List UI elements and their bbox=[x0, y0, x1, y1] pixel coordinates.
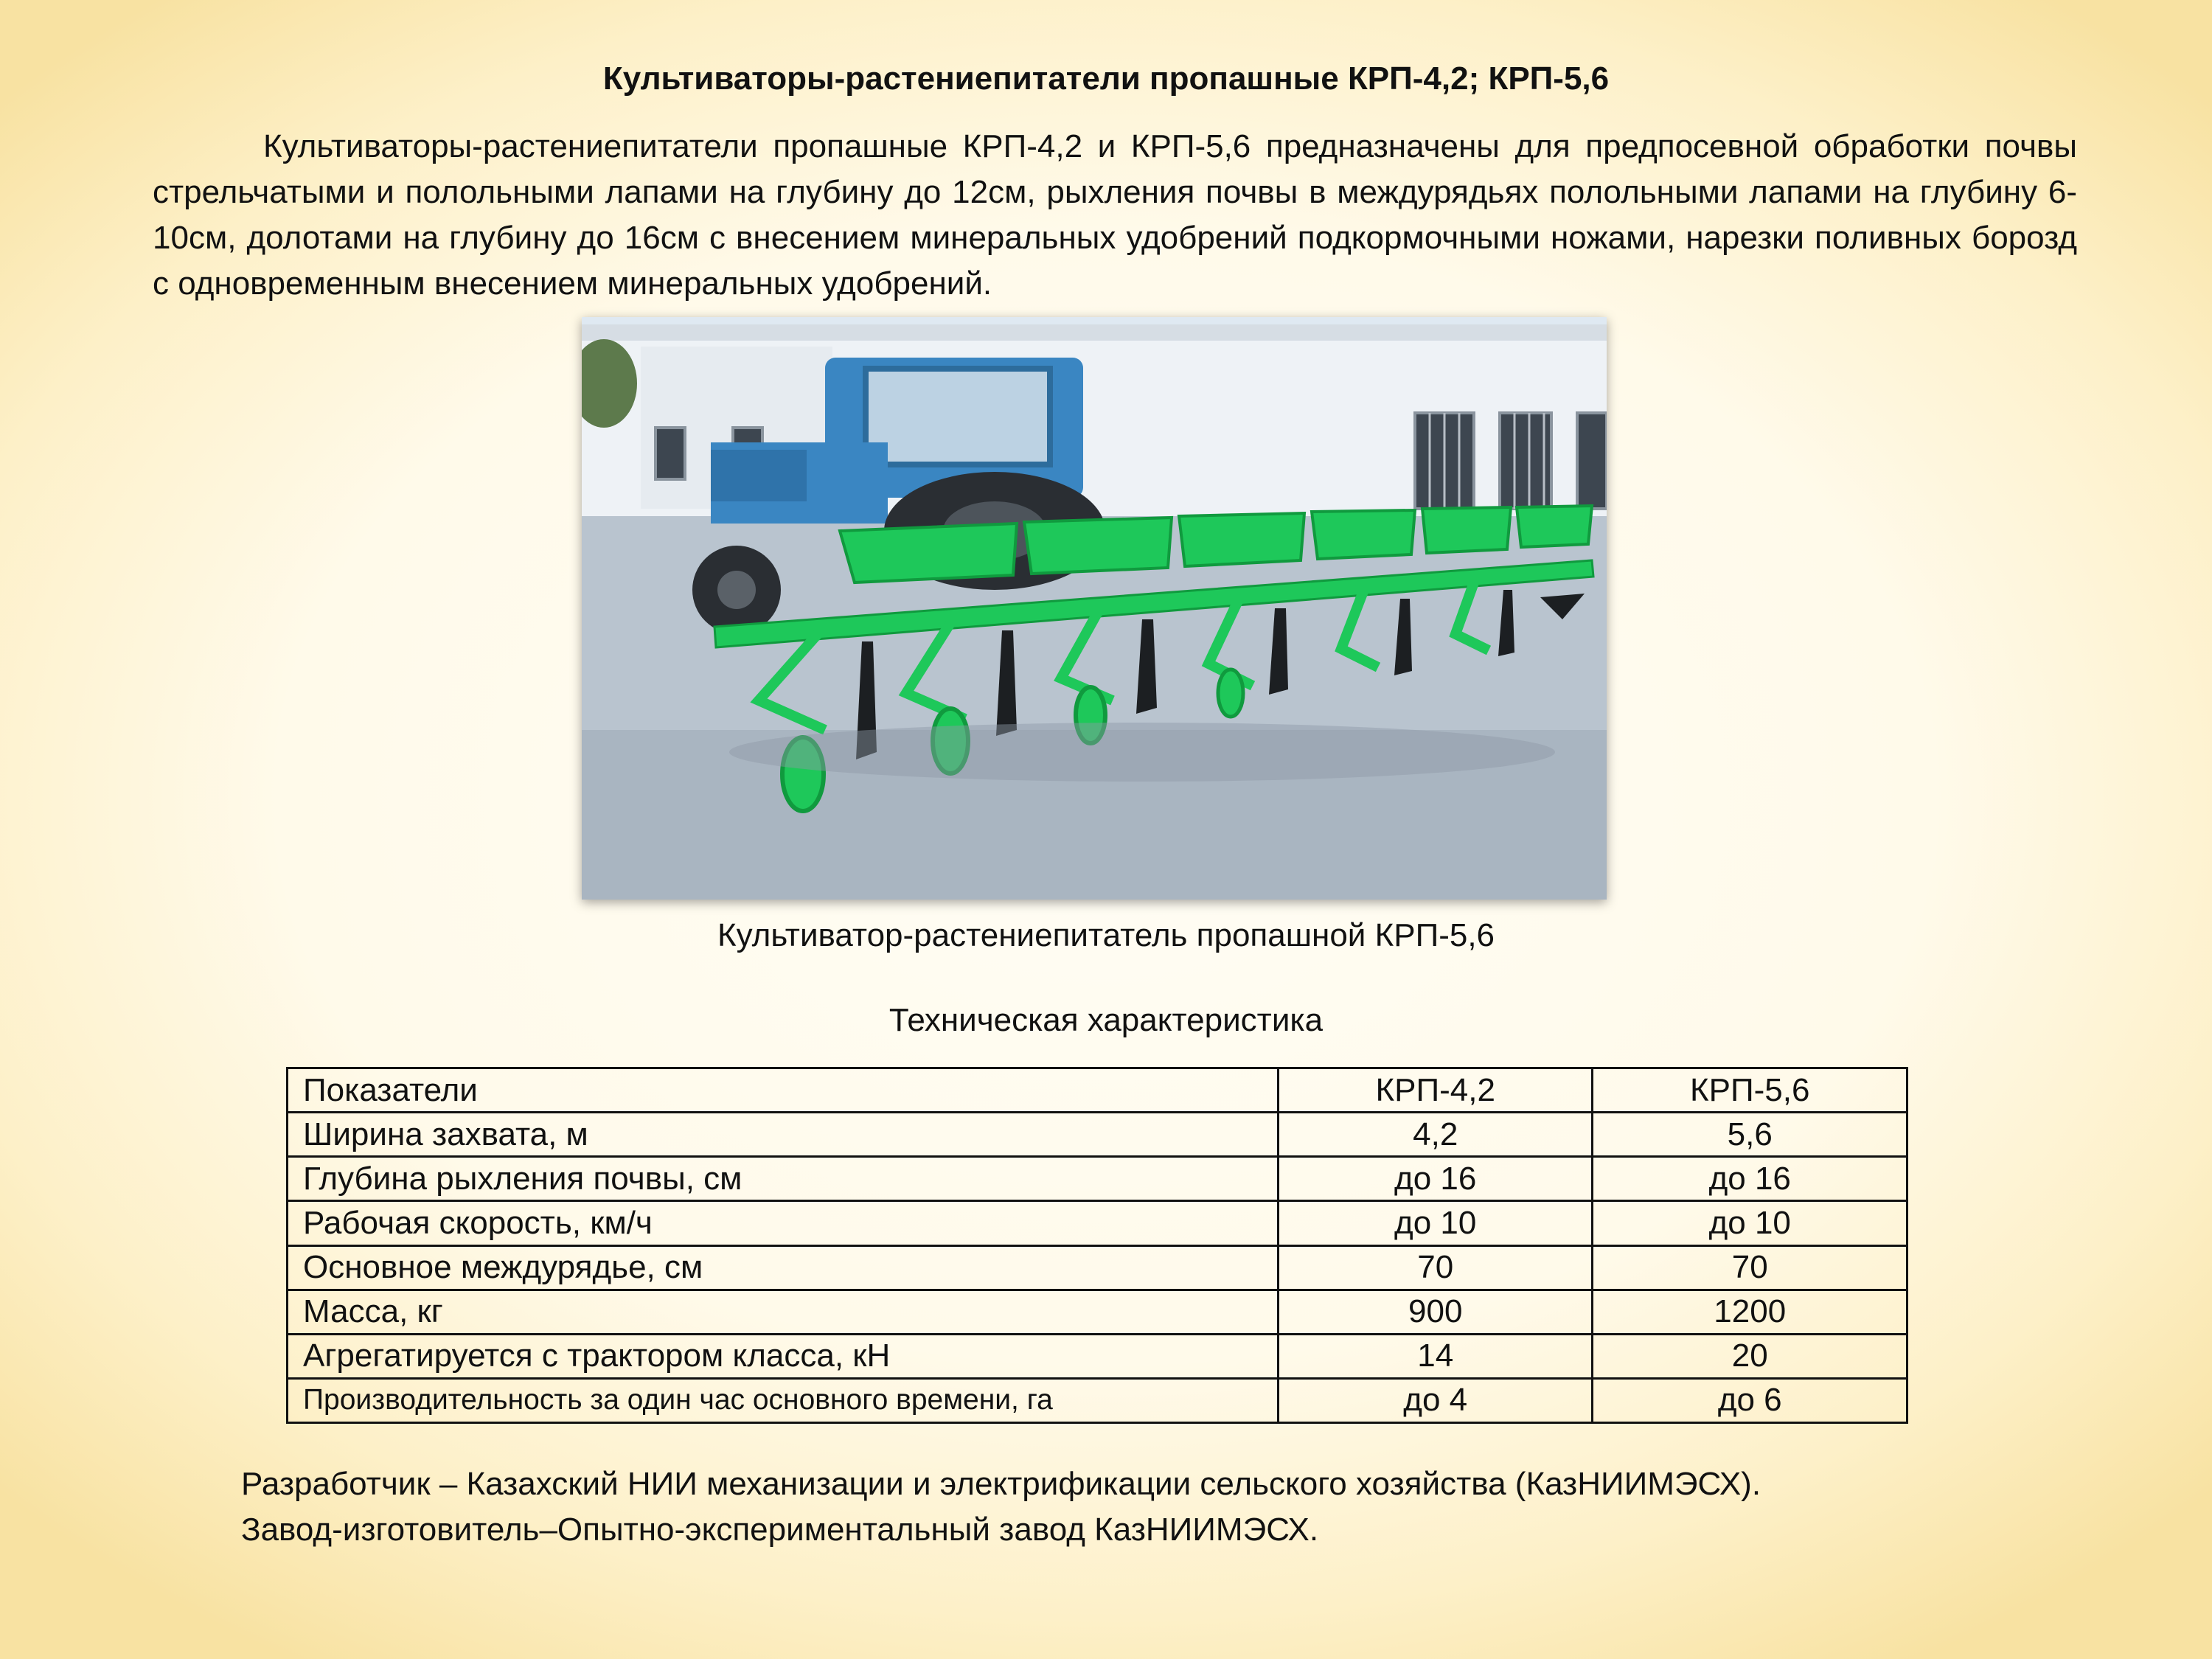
table-cell: до 4 bbox=[1278, 1378, 1593, 1422]
table-cell: 70 bbox=[1593, 1245, 1907, 1290]
table-cell: 20 bbox=[1593, 1334, 1907, 1378]
intro-paragraph: Культиваторы-растениепитатели пропашные КРП-4,2 и КРП-5,6 предназначены для предпосевной обработки почвы стрельчатыми и полольными лапами на глубину до 12см, рыхления почвы в междурядьях полольными лапами на глубину 6-10см, долотами на глубину до 16см с внесением минеральных удобрений подкормочными ножами, нарезки поливных борозд с одновременным внесением минеральных удобрений. bbox=[153, 128, 2077, 302]
table-cell: Агрегатируется с трактором класса, кН bbox=[288, 1334, 1279, 1378]
cultivator-photo bbox=[582, 317, 1607, 900]
developer-line: Разработчик – Казахский НИИ механизации и электрификации сельского хозяйства (КазНИИМЭСХ). bbox=[241, 1466, 1761, 1502]
table-row bbox=[288, 1245, 1907, 1290]
table-row bbox=[288, 1334, 1907, 1378]
photo-caption: Культиватор-растениепитатель пропашной КРП-5,6 bbox=[717, 917, 1495, 953]
table-cell: до 16 bbox=[1593, 1157, 1907, 1201]
header-cell: КРП-4,2 bbox=[1278, 1068, 1593, 1113]
table-cell: 70 bbox=[1278, 1245, 1593, 1290]
table-cell: 4,2 bbox=[1278, 1113, 1593, 1157]
table-cell: Производительность за один час основного времени, га bbox=[288, 1378, 1279, 1422]
manufacturer-line: Завод-изготовитель–Опытно-экспериментальный завод КазНИИМЭСХ. bbox=[241, 1512, 1319, 1548]
table-cell: до 10 bbox=[1278, 1201, 1593, 1245]
table-cell: Рабочая скорость, км/ч bbox=[288, 1201, 1279, 1245]
table-cell: Глубина рыхления почвы, см bbox=[288, 1157, 1279, 1201]
table-cell: до 10 bbox=[1593, 1201, 1907, 1245]
table-row bbox=[288, 1157, 1907, 1201]
footer-info bbox=[241, 1461, 1761, 1553]
table-cell: Масса, кг bbox=[288, 1290, 1279, 1334]
table-cell: до 6 bbox=[1593, 1378, 1907, 1422]
table-header-row bbox=[288, 1068, 1907, 1113]
specifications-table bbox=[286, 1067, 1908, 1424]
header-cell: КРП-5,6 bbox=[1593, 1068, 1907, 1113]
table-cell: Основное междурядье, см bbox=[288, 1245, 1279, 1290]
header-cell: Показатели bbox=[288, 1068, 1279, 1113]
table-row bbox=[288, 1201, 1907, 1245]
table-cell: 1200 bbox=[1593, 1290, 1907, 1334]
table-cell: 900 bbox=[1278, 1290, 1593, 1334]
table-cell: 14 bbox=[1278, 1334, 1593, 1378]
table-row bbox=[288, 1290, 1907, 1334]
table-cell: 5,6 bbox=[1593, 1113, 1907, 1157]
table-row bbox=[288, 1113, 1907, 1157]
cultivator-photo-illustration bbox=[582, 317, 1607, 900]
table-title: Техническая характеристика bbox=[888, 1002, 1324, 1038]
table-row bbox=[288, 1378, 1907, 1422]
table-cell: Ширина захвата, м bbox=[288, 1113, 1279, 1157]
page-title: Культиваторы-растениепитатели пропашные КРП-4,2; КРП-5,6 bbox=[602, 60, 1610, 97]
table-cell: до 16 bbox=[1278, 1157, 1593, 1201]
